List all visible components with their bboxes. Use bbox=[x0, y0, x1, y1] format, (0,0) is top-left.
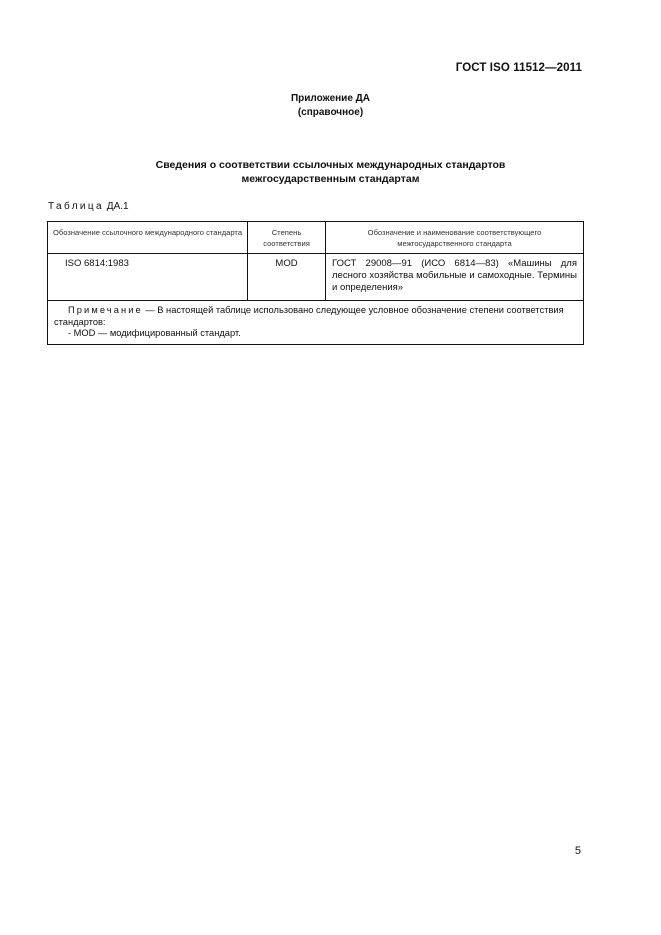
note-item: - MOD — модифицированный стандарт. bbox=[68, 328, 241, 338]
page-number: 5 bbox=[574, 845, 581, 857]
document-title bbox=[0, 158, 661, 186]
table-note-row bbox=[48, 301, 584, 345]
document-title-line-2: межгосударственным стандартам bbox=[241, 173, 420, 185]
correspondence-table bbox=[47, 221, 584, 345]
document-title-line-1: Сведения о соответствии ссылочных международных стандартов bbox=[155, 159, 506, 171]
note-label: Примечание bbox=[68, 305, 143, 315]
table-caption bbox=[48, 201, 129, 212]
appendix-title: Приложение ДА bbox=[290, 93, 371, 104]
cell-degree: MOD bbox=[248, 254, 326, 301]
standard-code: ГОСТ ISO 11512—2011 bbox=[455, 62, 582, 74]
header-international-standard: Обозначение ссылочного международного стандарта bbox=[48, 222, 248, 254]
appendix-subtitle: (справочное) bbox=[297, 107, 364, 118]
table-note bbox=[48, 301, 584, 345]
table-row bbox=[48, 254, 584, 301]
table-header-row bbox=[48, 222, 584, 254]
table-caption-label: Таблица bbox=[48, 201, 105, 212]
header-degree-of-correspondence: Степень соответствия bbox=[248, 222, 326, 254]
note-paragraph bbox=[54, 305, 577, 328]
appendix-heading bbox=[0, 92, 661, 120]
header-interstate-standard: Обозначение и наименование соответствующего межгосударственного стандарта bbox=[326, 222, 584, 254]
table-caption-number: ДА.1 bbox=[106, 201, 129, 212]
note-text: — В настоящей таблице использовано следующее условное обозначение степени соответствия стандартов: bbox=[54, 305, 564, 327]
cell-interstate-standard: ГОСТ 29008—91 (ИСО 6814—83) «Машины для лесного хозяйства мобильные и самоходные. Термины и определения» bbox=[326, 254, 584, 301]
cell-international-standard: ISO 6814:1983 bbox=[48, 254, 248, 301]
